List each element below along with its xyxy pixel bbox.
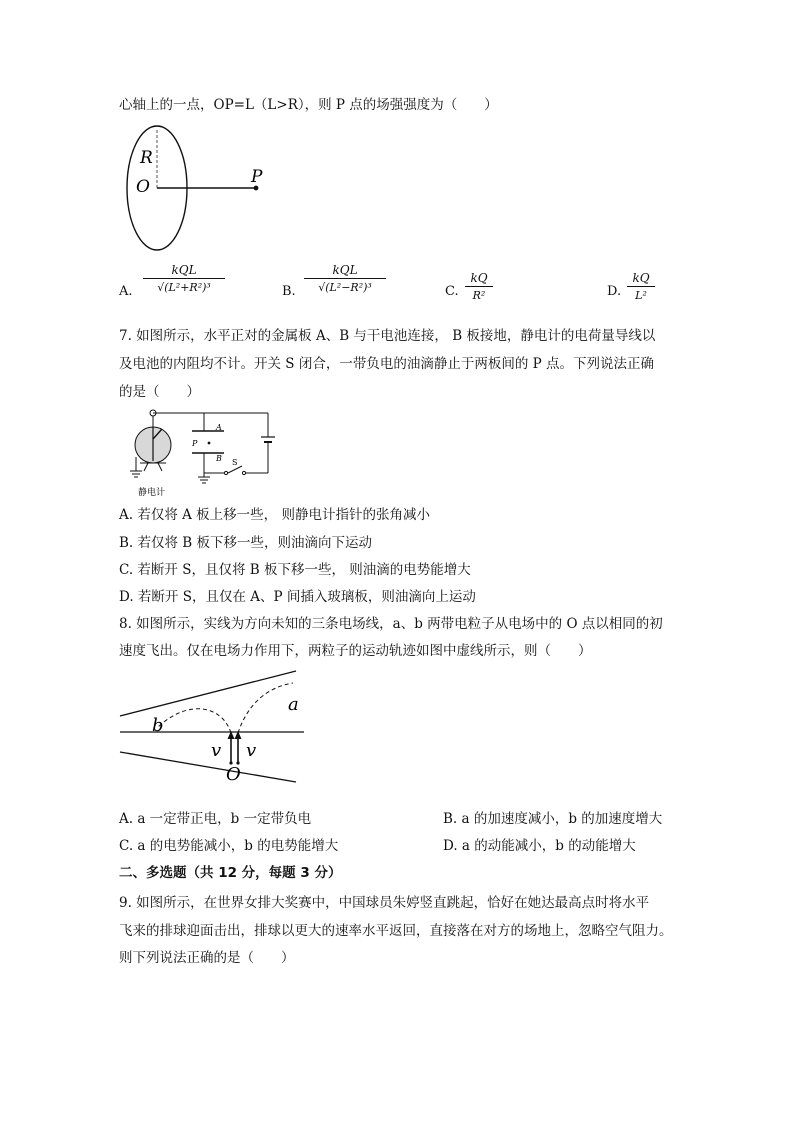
q7-option-c: C. 若断开 S，且仅将 B 板下移一些， 则油滴的电势能增大	[119, 562, 471, 578]
label-p: P	[251, 167, 263, 187]
q6-option-c-den: R²	[472, 289, 486, 302]
label-electroscope: 静电计	[138, 488, 166, 498]
q6-option-c-fraction	[465, 271, 493, 302]
q7-stem-line2: 及电池的内阻均不计。开关 S 闭合，一带负电的油滴静止于两板间的 P 点。下列说法正确	[119, 356, 654, 372]
section-2-title: 二、多选题（共 12 分，每题 3 分）	[119, 865, 342, 881]
label-o: O	[226, 764, 241, 785]
q8-option-c: C. a 的电势能减小，b 的电势能增大	[119, 838, 339, 854]
q7-option-b: B. 若仅将 B 板下移一些，则油滴向下运动	[119, 535, 373, 551]
q8-option-a: A. a 一定带正电，b 一定带负电	[119, 811, 312, 827]
q6-option-c-num: kQ	[465, 271, 493, 287]
label-plate-a: A	[216, 423, 222, 432]
trajectory-b	[158, 709, 231, 733]
electroscope-stand	[140, 463, 166, 471]
q6-option-a-label: A.	[119, 284, 133, 299]
switch-s	[228, 466, 242, 473]
q6-option-d-num: kQ	[627, 271, 655, 287]
q7-option-a: A. 若仅将 A 板上移一些， 则静电计指针的张角减小	[119, 507, 430, 523]
q8-option-b: B. a 的加速度减小，b 的加速度增大	[443, 811, 663, 827]
label-b: b	[152, 715, 164, 736]
q6-option-d-fraction	[627, 271, 655, 302]
q8-stem-line2: 速度飞出。仅在电场力作用下，两粒子的运动轨迹如图中虚线所示，则（ ）	[119, 643, 592, 659]
q9-stem-line3: 则下列说法正确的是（ ）	[119, 950, 295, 966]
q7-circuit-figure	[118, 405, 278, 500]
q6-option-b-fraction	[304, 263, 386, 294]
label-r: R	[140, 148, 153, 168]
label-switch-s: S	[232, 458, 238, 467]
label-point-p: P	[192, 439, 198, 448]
q6-option-a-fraction	[143, 263, 225, 294]
field-line-bottom	[120, 752, 296, 782]
q9-stem-line2: 飞来的排球迎面击出，排球以更大的速率水平返回，直接落在对方的场地上，忽略空气阻力。	[119, 923, 673, 939]
label-plate-b: B	[216, 454, 222, 463]
q7-stem-line1: 7. 如图所示，水平正对的金属板 A、B 与干电池连接， B 板接地，静电计的电荷量导线以	[119, 328, 656, 344]
q7-stem-line3: 的是（ ）	[119, 384, 200, 400]
q6-stem-tail: 心轴上的一点，OP=L（L>R），则 P 点的场强强度为（ ）	[119, 97, 498, 113]
q9-stem-line1: 9. 如图所示，在世界女排大奖赛中，中国球员朱婷竖直跳起，恰好在她达最高点时将水平	[119, 895, 650, 911]
q6-option-b-num: kQL	[304, 263, 386, 279]
trajectory-a	[238, 683, 293, 733]
label-o: O	[136, 177, 150, 197]
q8-option-d: D. a 的动能减小，b 的动能增大	[443, 838, 636, 854]
q8-stem-line1: 8. 如图所示，实线为方向未知的三条电场线，a、b 两带电粒子从电场中的 O 点以相同的初	[119, 616, 663, 632]
label-v-right: v	[246, 740, 257, 761]
q6-option-a-den: √(L²+R²)³	[157, 281, 211, 294]
label-v-left: v	[211, 740, 222, 761]
q6-option-a-num: kQL	[143, 263, 225, 279]
q6-option-c-label: C.	[445, 284, 459, 299]
q8-field-figure	[118, 665, 318, 785]
q7-option-d: D. 若断开 S，且仅在 A、P 间插入玻璃板，则油滴向上运动	[119, 589, 476, 605]
q6-option-b-den: √(L²−R²)³	[318, 281, 372, 294]
q6-option-b-label: B.	[282, 284, 296, 299]
oil-drop-p	[208, 442, 211, 445]
switch-contact	[224, 471, 227, 474]
q6-option-d-label: D.	[607, 284, 622, 299]
q6-ring-figure	[118, 122, 278, 254]
label-a: a	[288, 694, 299, 715]
field-line-top	[120, 671, 296, 716]
q6-option-d-den: L²	[635, 289, 647, 302]
